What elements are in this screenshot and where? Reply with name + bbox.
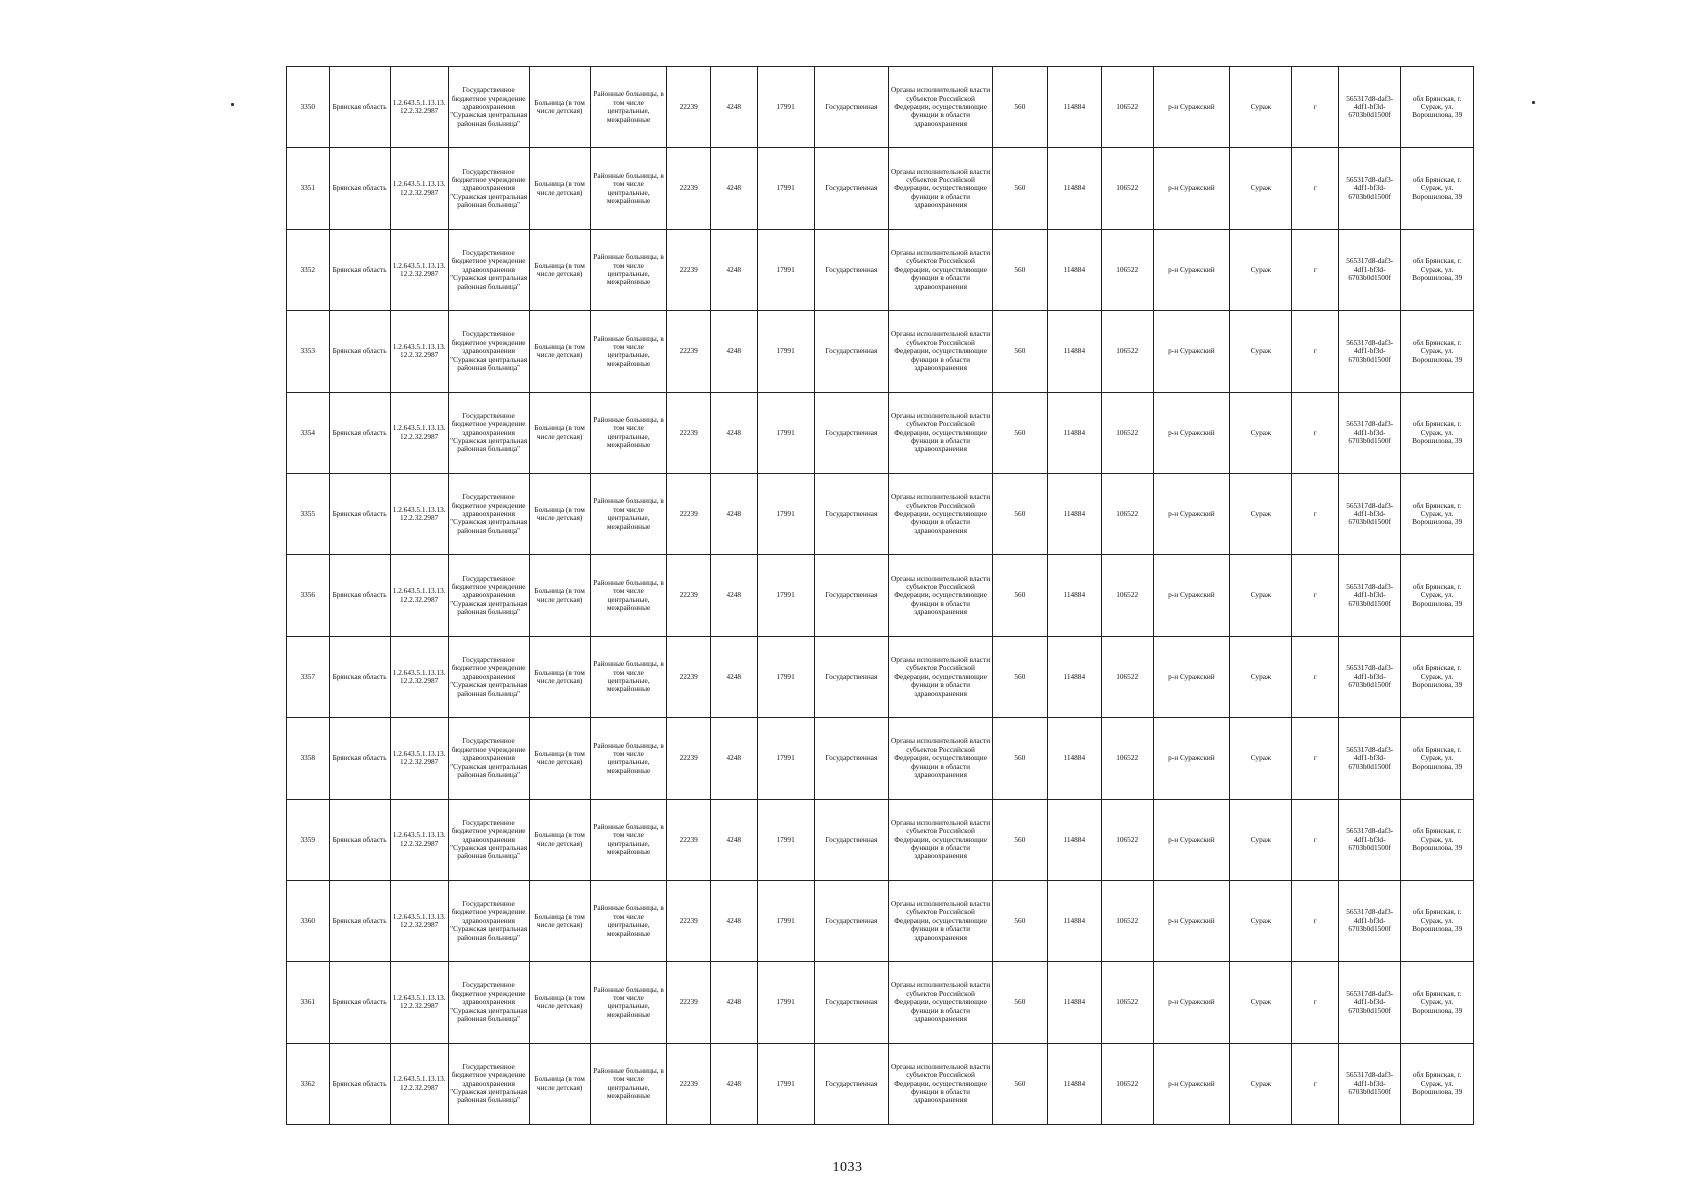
- organization-cell: Государственное бюджетное учреждение здравоохранения "Суражская центральная районная больница": [448, 311, 529, 392]
- value-cell: 4248: [710, 392, 757, 473]
- value-cell: 106522: [1101, 962, 1153, 1043]
- district-cell: р-н Суражский: [1153, 148, 1230, 229]
- region-cell: Брянская область: [329, 473, 390, 554]
- table-row: [287, 392, 1474, 473]
- guid-cell: 565317d8-daf3-4df1-bf3d-6703b0d1500f: [1339, 229, 1401, 310]
- value-cell: 4248: [710, 718, 757, 799]
- organization-cell: Государственное бюджетное учреждение здравоохранения "Суражская центральная районная больница": [448, 636, 529, 717]
- table-row: [287, 311, 1474, 392]
- region-cell: Брянская область: [329, 799, 390, 880]
- value-cell: 560: [992, 636, 1047, 717]
- authority-cell: Органы исполнительной власти субъектов Российской Федерации, осуществляющие функции в области здравоохранения: [889, 880, 993, 961]
- row-number-cell: 3355: [287, 473, 330, 554]
- value-cell: 106522: [1101, 555, 1153, 636]
- value-cell: 560: [992, 67, 1047, 148]
- value-cell: 560: [992, 473, 1047, 554]
- scan-speck: [231, 103, 234, 106]
- address-cell: обл Брянская, г. Сураж, ул. Ворошилова, 39: [1401, 473, 1474, 554]
- row-number-cell: 3358: [287, 718, 330, 799]
- table-row: [287, 67, 1474, 148]
- region-cell: Брянская область: [329, 67, 390, 148]
- authority-cell: Органы исполнительной власти субъектов Российской Федерации, осуществляющие функции в области здравоохранения: [889, 311, 993, 392]
- facility-subtype-cell: Районные больницы, в том числе центральные, межрайонные: [590, 880, 667, 961]
- row-number-cell: 3353: [287, 311, 330, 392]
- value-cell: 22239: [667, 229, 711, 310]
- value-cell: 22239: [667, 636, 711, 717]
- guid-cell: 565317d8-daf3-4df1-bf3d-6703b0d1500f: [1339, 473, 1401, 554]
- ownership-cell: Государственная: [814, 962, 889, 1043]
- code-cell: 1.2.643.5.1.13.13.12.2.32.2987: [390, 718, 448, 799]
- facility-type-cell: Больница (в том числе детская): [529, 392, 590, 473]
- code-cell: 1.2.643.5.1.13.13.12.2.32.2987: [390, 311, 448, 392]
- guid-cell: 565317d8-daf3-4df1-bf3d-6703b0d1500f: [1339, 392, 1401, 473]
- table-row: [287, 148, 1474, 229]
- code-cell: 1.2.643.5.1.13.13.12.2.32.2987: [390, 229, 448, 310]
- region-cell: Брянская область: [329, 148, 390, 229]
- authority-cell: Органы исполнительной власти субъектов Российской Федерации, осуществляющие функции в области здравоохранения: [889, 473, 993, 554]
- ownership-cell: Государственная: [814, 311, 889, 392]
- value-cell: 17991: [757, 67, 814, 148]
- value-cell: 114884: [1047, 555, 1101, 636]
- value-cell: 114884: [1047, 1043, 1101, 1124]
- value-cell: 560: [992, 962, 1047, 1043]
- address-cell: обл Брянская, г. Сураж, ул. Ворошилова, 39: [1401, 555, 1474, 636]
- authority-cell: Органы исполнительной власти субъектов Российской Федерации, осуществляющие функции в области здравоохранения: [889, 962, 993, 1043]
- guid-cell: 565317d8-daf3-4df1-bf3d-6703b0d1500f: [1339, 148, 1401, 229]
- value-cell: 560: [992, 229, 1047, 310]
- city-cell: Сураж: [1230, 229, 1292, 310]
- value-cell: 22239: [667, 555, 711, 636]
- address-cell: обл Брянская, г. Сураж, ул. Ворошилова, 39: [1401, 718, 1474, 799]
- city-cell: Сураж: [1230, 473, 1292, 554]
- settlement-type-cell: г: [1292, 962, 1339, 1043]
- authority-cell: Органы исполнительной власти субъектов Российской Федерации, осуществляющие функции в области здравоохранения: [889, 1043, 993, 1124]
- guid-cell: 565317d8-daf3-4df1-bf3d-6703b0d1500f: [1339, 67, 1401, 148]
- value-cell: 106522: [1101, 229, 1153, 310]
- ownership-cell: Государственная: [814, 1043, 889, 1124]
- value-cell: 560: [992, 799, 1047, 880]
- facility-type-cell: Больница (в том числе детская): [529, 1043, 590, 1124]
- settlement-type-cell: г: [1292, 1043, 1339, 1124]
- code-cell: 1.2.643.5.1.13.13.12.2.32.2987: [390, 473, 448, 554]
- settlement-type-cell: г: [1292, 311, 1339, 392]
- facility-type-cell: Больница (в том числе детская): [529, 799, 590, 880]
- value-cell: 114884: [1047, 67, 1101, 148]
- value-cell: 106522: [1101, 311, 1153, 392]
- value-cell: 114884: [1047, 718, 1101, 799]
- value-cell: 17991: [757, 799, 814, 880]
- facility-subtype-cell: Районные больницы, в том числе центральные, межрайонные: [590, 311, 667, 392]
- settlement-type-cell: г: [1292, 636, 1339, 717]
- row-number-cell: 3354: [287, 392, 330, 473]
- region-cell: Брянская область: [329, 392, 390, 473]
- value-cell: 17991: [757, 962, 814, 1043]
- code-cell: 1.2.643.5.1.13.13.12.2.32.2987: [390, 555, 448, 636]
- value-cell: 17991: [757, 473, 814, 554]
- table-row: [287, 1043, 1474, 1124]
- row-number-cell: 3360: [287, 880, 330, 961]
- authority-cell: Органы исполнительной власти субъектов Российской Федерации, осуществляющие функции в области здравоохранения: [889, 718, 993, 799]
- ownership-cell: Государственная: [814, 392, 889, 473]
- city-cell: Сураж: [1230, 636, 1292, 717]
- district-cell: р-н Суражский: [1153, 555, 1230, 636]
- value-cell: 17991: [757, 148, 814, 229]
- city-cell: Сураж: [1230, 392, 1292, 473]
- address-cell: обл Брянская, г. Сураж, ул. Ворошилова, 39: [1401, 229, 1474, 310]
- table-row: [287, 473, 1474, 554]
- value-cell: 4248: [710, 962, 757, 1043]
- guid-cell: 565317d8-daf3-4df1-bf3d-6703b0d1500f: [1339, 799, 1401, 880]
- table-row: [287, 229, 1474, 310]
- district-cell: р-н Суражский: [1153, 1043, 1230, 1124]
- settlement-type-cell: г: [1292, 392, 1339, 473]
- table-row: [287, 718, 1474, 799]
- value-cell: 106522: [1101, 67, 1153, 148]
- address-cell: обл Брянская, г. Сураж, ул. Ворошилова, 39: [1401, 148, 1474, 229]
- value-cell: 22239: [667, 473, 711, 554]
- region-cell: Брянская область: [329, 229, 390, 310]
- region-cell: Брянская область: [329, 1043, 390, 1124]
- value-cell: 17991: [757, 555, 814, 636]
- district-cell: р-н Суражский: [1153, 311, 1230, 392]
- value-cell: 114884: [1047, 636, 1101, 717]
- value-cell: 560: [992, 148, 1047, 229]
- guid-cell: 565317d8-daf3-4df1-bf3d-6703b0d1500f: [1339, 636, 1401, 717]
- value-cell: 22239: [667, 392, 711, 473]
- organization-cell: Государственное бюджетное учреждение здравоохранения "Суражская центральная районная больница": [448, 473, 529, 554]
- organization-cell: Государственное бюджетное учреждение здравоохранения "Суражская центральная районная больница": [448, 718, 529, 799]
- facility-type-cell: Больница (в том числе детская): [529, 962, 590, 1043]
- facility-type-cell: Больница (в том числе детская): [529, 67, 590, 148]
- row-number-cell: 3356: [287, 555, 330, 636]
- facility-type-cell: Больница (в том числе детская): [529, 473, 590, 554]
- facility-type-cell: Больница (в том числе детская): [529, 880, 590, 961]
- region-cell: Брянская область: [329, 962, 390, 1043]
- city-cell: Сураж: [1230, 718, 1292, 799]
- value-cell: 560: [992, 1043, 1047, 1124]
- district-cell: р-н Суражский: [1153, 67, 1230, 148]
- row-number-cell: 3350: [287, 67, 330, 148]
- code-cell: 1.2.643.5.1.13.13.12.2.32.2987: [390, 392, 448, 473]
- page-number: 1033: [832, 1160, 863, 1175]
- district-cell: р-н Суражский: [1153, 392, 1230, 473]
- facility-subtype-cell: Районные больницы, в том числе центральные, межрайонные: [590, 473, 667, 554]
- value-cell: 17991: [757, 392, 814, 473]
- value-cell: 4248: [710, 311, 757, 392]
- city-cell: Сураж: [1230, 962, 1292, 1043]
- address-cell: обл Брянская, г. Сураж, ул. Ворошилова, 39: [1401, 799, 1474, 880]
- code-cell: 1.2.643.5.1.13.13.12.2.32.2987: [390, 67, 448, 148]
- district-cell: р-н Суражский: [1153, 799, 1230, 880]
- city-cell: Сураж: [1230, 1043, 1292, 1124]
- district-cell: р-н Суражский: [1153, 962, 1230, 1043]
- value-cell: 114884: [1047, 473, 1101, 554]
- value-cell: 4248: [710, 67, 757, 148]
- authority-cell: Органы исполнительной власти субъектов Российской Федерации, осуществляющие функции в области здравоохранения: [889, 67, 993, 148]
- value-cell: 114884: [1047, 799, 1101, 880]
- settlement-type-cell: г: [1292, 148, 1339, 229]
- value-cell: 114884: [1047, 148, 1101, 229]
- settlement-type-cell: г: [1292, 473, 1339, 554]
- value-cell: 560: [992, 718, 1047, 799]
- value-cell: 560: [992, 880, 1047, 961]
- organization-cell: Государственное бюджетное учреждение здравоохранения "Суражская центральная районная больница": [448, 880, 529, 961]
- facility-type-cell: Больница (в том числе детская): [529, 229, 590, 310]
- table-row: [287, 799, 1474, 880]
- address-cell: обл Брянская, г. Сураж, ул. Ворошилова, 39: [1401, 962, 1474, 1043]
- value-cell: 114884: [1047, 962, 1101, 1043]
- guid-cell: 565317d8-daf3-4df1-bf3d-6703b0d1500f: [1339, 718, 1401, 799]
- value-cell: 106522: [1101, 1043, 1153, 1124]
- facility-type-cell: Больница (в том числе детская): [529, 636, 590, 717]
- value-cell: 4248: [710, 555, 757, 636]
- address-cell: обл Брянская, г. Сураж, ул. Ворошилова, 39: [1401, 880, 1474, 961]
- facility-type-cell: Больница (в том числе детская): [529, 555, 590, 636]
- value-cell: 4248: [710, 1043, 757, 1124]
- city-cell: Сураж: [1230, 799, 1292, 880]
- settlement-type-cell: г: [1292, 718, 1339, 799]
- value-cell: 17991: [757, 311, 814, 392]
- ownership-cell: Государственная: [814, 636, 889, 717]
- region-cell: Брянская область: [329, 311, 390, 392]
- region-cell: Брянская область: [329, 880, 390, 961]
- organization-cell: Государственное бюджетное учреждение здравоохранения "Суражская центральная районная больница": [448, 67, 529, 148]
- district-cell: р-н Суражский: [1153, 473, 1230, 554]
- value-cell: 106522: [1101, 718, 1153, 799]
- value-cell: 17991: [757, 1043, 814, 1124]
- region-cell: Брянская область: [329, 718, 390, 799]
- value-cell: 114884: [1047, 880, 1101, 961]
- row-number-cell: 3359: [287, 799, 330, 880]
- ownership-cell: Государственная: [814, 555, 889, 636]
- value-cell: 106522: [1101, 392, 1153, 473]
- value-cell: 4248: [710, 473, 757, 554]
- ownership-cell: Государственная: [814, 148, 889, 229]
- value-cell: 22239: [667, 962, 711, 1043]
- value-cell: 22239: [667, 148, 711, 229]
- facility-subtype-cell: Районные больницы, в том числе центральные, межрайонные: [590, 636, 667, 717]
- value-cell: 17991: [757, 229, 814, 310]
- district-cell: р-н Суражский: [1153, 718, 1230, 799]
- value-cell: 22239: [667, 67, 711, 148]
- address-cell: обл Брянская, г. Сураж, ул. Ворошилова, 39: [1401, 392, 1474, 473]
- facility-subtype-cell: Районные больницы, в том числе центральные, межрайонные: [590, 148, 667, 229]
- value-cell: 560: [992, 555, 1047, 636]
- region-cell: Брянская область: [329, 555, 390, 636]
- authority-cell: Органы исполнительной власти субъектов Российской Федерации, осуществляющие функции в области здравоохранения: [889, 148, 993, 229]
- settlement-type-cell: г: [1292, 880, 1339, 961]
- value-cell: 114884: [1047, 392, 1101, 473]
- settlement-type-cell: г: [1292, 229, 1339, 310]
- facility-subtype-cell: Районные больницы, в том числе центральные, межрайонные: [590, 67, 667, 148]
- value-cell: 106522: [1101, 148, 1153, 229]
- ownership-cell: Государственная: [814, 67, 889, 148]
- city-cell: Сураж: [1230, 555, 1292, 636]
- value-cell: 22239: [667, 311, 711, 392]
- district-cell: р-н Суражский: [1153, 880, 1230, 961]
- value-cell: 114884: [1047, 229, 1101, 310]
- organization-cell: Государственное бюджетное учреждение здравоохранения "Суражская центральная районная больница": [448, 392, 529, 473]
- guid-cell: 565317d8-daf3-4df1-bf3d-6703b0d1500f: [1339, 880, 1401, 961]
- organization-cell: Государственное бюджетное учреждение здравоохранения "Суражская центральная районная больница": [448, 148, 529, 229]
- ownership-cell: Государственная: [814, 718, 889, 799]
- district-cell: р-н Суражский: [1153, 229, 1230, 310]
- authority-cell: Органы исполнительной власти субъектов Российской Федерации, осуществляющие функции в области здравоохранения: [889, 229, 993, 310]
- value-cell: 22239: [667, 718, 711, 799]
- city-cell: Сураж: [1230, 880, 1292, 961]
- code-cell: 1.2.643.5.1.13.13.12.2.32.2987: [390, 636, 448, 717]
- guid-cell: 565317d8-daf3-4df1-bf3d-6703b0d1500f: [1339, 555, 1401, 636]
- organization-cell: Государственное бюджетное учреждение здравоохранения "Суражская центральная районная больница": [448, 555, 529, 636]
- value-cell: 17991: [757, 718, 814, 799]
- facility-subtype-cell: Районные больницы, в том числе центральные, межрайонные: [590, 799, 667, 880]
- facility-type-cell: Больница (в том числе детская): [529, 148, 590, 229]
- organization-cell: Государственное бюджетное учреждение здравоохранения "Суражская центральная районная больница": [448, 799, 529, 880]
- city-cell: Сураж: [1230, 67, 1292, 148]
- value-cell: 106522: [1101, 473, 1153, 554]
- code-cell: 1.2.643.5.1.13.13.12.2.32.2987: [390, 799, 448, 880]
- value-cell: 114884: [1047, 311, 1101, 392]
- registry-table: [286, 66, 1474, 1125]
- authority-cell: Органы исполнительной власти субъектов Российской Федерации, осуществляющие функции в области здравоохранения: [889, 636, 993, 717]
- city-cell: Сураж: [1230, 311, 1292, 392]
- address-cell: обл Брянская, г. Сураж, ул. Ворошилова, 39: [1401, 311, 1474, 392]
- settlement-type-cell: г: [1292, 799, 1339, 880]
- authority-cell: Органы исполнительной власти субъектов Российской Федерации, осуществляющие функции в области здравоохранения: [889, 392, 993, 473]
- facility-subtype-cell: Районные больницы, в том числе центральные, межрайонные: [590, 392, 667, 473]
- settlement-type-cell: г: [1292, 67, 1339, 148]
- ownership-cell: Государственная: [814, 229, 889, 310]
- facility-type-cell: Больница (в том числе детская): [529, 718, 590, 799]
- ownership-cell: Государственная: [814, 799, 889, 880]
- ownership-cell: Государственная: [814, 473, 889, 554]
- code-cell: 1.2.643.5.1.13.13.12.2.32.2987: [390, 1043, 448, 1124]
- ownership-cell: Государственная: [814, 880, 889, 961]
- row-number-cell: 3352: [287, 229, 330, 310]
- code-cell: 1.2.643.5.1.13.13.12.2.32.2987: [390, 880, 448, 961]
- organization-cell: Государственное бюджетное учреждение здравоохранения "Суражская центральная районная больница": [448, 1043, 529, 1124]
- value-cell: 4248: [710, 148, 757, 229]
- value-cell: 4248: [710, 880, 757, 961]
- table-row: [287, 636, 1474, 717]
- table-row: [287, 962, 1474, 1043]
- value-cell: 106522: [1101, 799, 1153, 880]
- value-cell: 4248: [710, 229, 757, 310]
- settlement-type-cell: г: [1292, 555, 1339, 636]
- address-cell: обл Брянская, г. Сураж, ул. Ворошилова, 39: [1401, 1043, 1474, 1124]
- row-number-cell: 3361: [287, 962, 330, 1043]
- table-row: [287, 880, 1474, 961]
- code-cell: 1.2.643.5.1.13.13.12.2.32.2987: [390, 962, 448, 1043]
- value-cell: 106522: [1101, 636, 1153, 717]
- value-cell: 22239: [667, 880, 711, 961]
- facility-subtype-cell: Районные больницы, в том числе центральные, межрайонные: [590, 962, 667, 1043]
- facility-subtype-cell: Районные больницы, в том числе центральные, межрайонные: [590, 1043, 667, 1124]
- value-cell: 4248: [710, 799, 757, 880]
- table-body: [287, 67, 1474, 1125]
- organization-cell: Государственное бюджетное учреждение здравоохранения "Суражская центральная районная больница": [448, 962, 529, 1043]
- facility-subtype-cell: Районные больницы, в том числе центральные, межрайонные: [590, 555, 667, 636]
- value-cell: 22239: [667, 799, 711, 880]
- guid-cell: 565317d8-daf3-4df1-bf3d-6703b0d1500f: [1339, 962, 1401, 1043]
- value-cell: 22239: [667, 1043, 711, 1124]
- address-cell: обл Брянская, г. Сураж, ул. Ворошилова, 39: [1401, 67, 1474, 148]
- value-cell: 4248: [710, 636, 757, 717]
- address-cell: обл Брянская, г. Сураж, ул. Ворошилова, 39: [1401, 636, 1474, 717]
- row-number-cell: 3362: [287, 1043, 330, 1124]
- region-cell: Брянская область: [329, 636, 390, 717]
- authority-cell: Органы исполнительной власти субъектов Российской Федерации, осуществляющие функции в области здравоохранения: [889, 799, 993, 880]
- scan-speck: [1532, 101, 1535, 104]
- guid-cell: 565317d8-daf3-4df1-bf3d-6703b0d1500f: [1339, 311, 1401, 392]
- code-cell: 1.2.643.5.1.13.13.12.2.32.2987: [390, 148, 448, 229]
- value-cell: 560: [992, 392, 1047, 473]
- table-row: [287, 555, 1474, 636]
- guid-cell: 565317d8-daf3-4df1-bf3d-6703b0d1500f: [1339, 1043, 1401, 1124]
- district-cell: р-н Суражский: [1153, 636, 1230, 717]
- value-cell: 106522: [1101, 880, 1153, 961]
- facility-subtype-cell: Районные больницы, в том числе центральные, межрайонные: [590, 229, 667, 310]
- city-cell: Сураж: [1230, 148, 1292, 229]
- value-cell: 17991: [757, 636, 814, 717]
- value-cell: 17991: [757, 880, 814, 961]
- organization-cell: Государственное бюджетное учреждение здравоохранения "Суражская центральная районная больница": [448, 229, 529, 310]
- authority-cell: Органы исполнительной власти субъектов Российской Федерации, осуществляющие функции в области здравоохранения: [889, 555, 993, 636]
- row-number-cell: 3357: [287, 636, 330, 717]
- row-number-cell: 3351: [287, 148, 330, 229]
- facility-subtype-cell: Районные больницы, в том числе центральные, межрайонные: [590, 718, 667, 799]
- value-cell: 560: [992, 311, 1047, 392]
- facility-type-cell: Больница (в том числе детская): [529, 311, 590, 392]
